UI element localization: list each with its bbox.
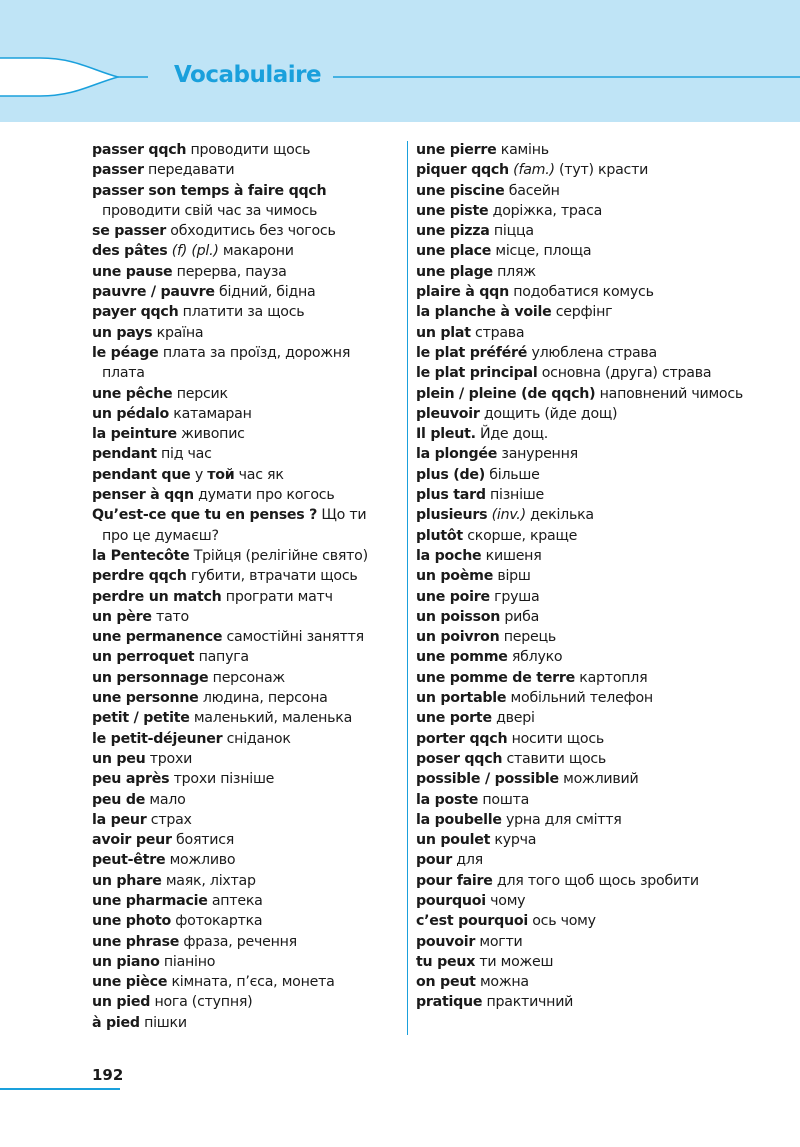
translation: занурення [497,446,578,463]
vocab-entry [416,546,800,566]
vocab-entry [416,241,800,261]
vocab-entry [92,992,392,1012]
translation: ти можеш [475,953,554,970]
vocab-entry [416,262,800,282]
translation: чому [485,892,526,909]
vocab-entry [416,830,800,850]
translation: декілька [525,507,594,524]
vocab-entry [416,871,800,891]
translation: подобатися комусь [508,284,654,301]
translation: під час [156,446,212,463]
vocab-entry [92,160,392,180]
translation: платити за щось [178,304,305,321]
headword-inline: той [207,466,235,483]
headword: une pharmacie [92,892,208,909]
translation: місце, площа [491,243,592,260]
headword: le plat principal [416,365,538,382]
headword: plaire à qqn [416,284,509,301]
translation: нога (ступня) [150,994,253,1011]
vocab-entry [416,992,800,1012]
headword: la poche [416,547,482,564]
headword: un plat [416,324,471,341]
headword: plutôt [416,527,463,544]
headword: on peut [416,974,476,991]
vocab-entry [416,607,800,627]
headword: une piste [416,202,489,219]
translation: улюблена страва [527,344,657,361]
vocab-entry [92,343,392,384]
translation: папуга [194,649,249,666]
headword: le plat préféré [416,344,528,361]
vocab-entry [416,932,800,952]
vocab-entry [416,465,800,485]
vocab-entry [92,790,392,810]
vocab-entry [92,221,392,241]
vocab-entry [416,384,800,404]
vocab-entry [416,424,800,444]
translation: мало [145,791,186,808]
translation: аптека [207,892,263,909]
vocab-entry [92,850,392,870]
headword: pratique [416,994,483,1011]
translation: Що ти про це думаєш? [102,507,367,544]
headword: c’est pourquoi [416,913,528,930]
translation: басейн [504,182,560,199]
vocab-entry [92,1013,392,1033]
vocab-entry [416,708,800,728]
vocab-entry [416,566,800,586]
vocab-entry [416,952,800,972]
headword: la peinture [92,426,177,443]
translation: страх [146,811,192,828]
vocab-entry [416,363,800,383]
vocab-entry [416,404,800,424]
translation: плата за проїзд, дорожня плата [102,344,351,382]
vocab-entry [92,424,392,444]
translation: маленький, маленька [189,710,353,727]
headword: un perroquet [92,649,195,666]
headword: une permanence [92,629,223,646]
vocab-entry [92,587,392,607]
headword: pour [416,852,452,869]
vocab-entry [416,140,800,160]
headword: la Pentecôte [92,547,190,564]
translation: картопля [575,669,648,686]
translation: проводити свій час за чимось [102,202,318,219]
translation: бідний, бідна [214,284,316,301]
vocab-entry [92,485,392,505]
translation: пляж [492,263,536,280]
headword: la poubelle [416,811,502,828]
headword: un piano [92,953,160,970]
vocab-entry [416,343,800,363]
page-number: 192 [92,1066,124,1084]
translation: передавати [143,162,235,179]
vocab-entry [92,607,392,627]
headword: passer son temps à faire qqch [92,182,327,199]
translation: можливо [165,852,236,869]
vocab-entry [92,972,392,992]
vocab-entry [416,850,800,870]
translation: у [190,466,208,483]
translation: персонаж [208,669,285,686]
translation: пізніше [485,487,544,504]
headword: pleuvoir [416,405,480,422]
vocab-entry [92,546,392,566]
vocab-entry [92,729,392,749]
translation: країна [152,324,204,341]
translation: макарони [218,243,294,260]
translation: груша [489,588,540,605]
vocab-entry [416,221,800,241]
translation: трохи пізніше [169,771,275,788]
translation: (тут) красти [554,162,649,179]
headword: plus tard [416,487,486,504]
translation: проводити щось [186,142,311,158]
translation: мобільний телефон [506,690,653,707]
headword: un peu [92,750,146,767]
vocab-entry [92,932,392,952]
translation: персик [172,385,228,402]
vocab-entry [416,526,800,546]
translation: пішки [139,1014,187,1031]
footer-rule [0,1088,120,1090]
headword: penser à qqn [92,487,194,504]
vocab-entry [416,160,800,180]
translation: боятися [171,832,235,849]
vocab-entry [92,769,392,789]
translation: перець [499,629,557,646]
left-vocabulary-column [92,140,392,1033]
translation: піаніно [159,953,216,970]
translation: для того щоб щось зробити [492,872,699,889]
translation: перерва, пауза [172,263,287,280]
vocab-entry [416,201,800,221]
headword: poser qqch [416,750,503,767]
vocab-entry [416,181,800,201]
translation: двері [491,710,535,727]
headword: pourquoi [416,892,486,909]
vocab-entry [92,830,392,850]
headword: un père [92,608,152,625]
headword: un personnage [92,669,209,686]
headword: un poisson [416,608,501,625]
headword: pendant que [92,466,191,483]
translation: практичний [482,994,574,1011]
headword: un poivron [416,629,500,646]
translation: яблуко [507,649,563,666]
vocab-entry [92,181,392,222]
translation: курча [490,832,537,849]
vocab-entry [92,465,392,485]
vocab-entry [92,404,392,424]
vocab-entry [92,708,392,728]
headword: la plongée [416,446,498,463]
headword: peut-être [92,852,166,869]
headword: une pizza [416,223,490,240]
translation: сніданок [222,730,291,747]
headword: la poste [416,791,479,808]
vocab-entry [416,282,800,302]
column-divider [407,141,408,1035]
translation: піцца [489,223,534,240]
headword: un pédalo [92,405,170,422]
headword: pour faire [416,872,493,889]
vocab-entry [92,871,392,891]
vocab-entry [416,729,800,749]
translation: страва [470,324,525,341]
headword: le petit-déjeuner [92,730,223,747]
header-swoosh-decoration [0,0,800,122]
translation: людина, персона [198,690,328,707]
headword: peu après [92,771,170,788]
translation: Йде дощ. [475,426,549,443]
translation: ставити щось [502,750,607,767]
translation: пошта [478,791,530,808]
translation: можна [475,974,529,991]
translation: трохи [145,750,193,767]
vocab-entry [92,810,392,830]
vocab-entry [92,444,392,464]
translation: основна (друга) страва [537,365,712,382]
vocab-entry [92,282,392,302]
translation: більше [485,466,540,483]
translation: тато [151,608,189,625]
translation-continued: час як [234,466,284,483]
headword: le péage [92,344,159,361]
headword: porter qqch [416,730,508,747]
headword: une plage [416,263,493,280]
grammar-note: (fam.) [508,162,555,179]
vocab-entry [92,668,392,688]
headword: perdre un match [92,588,222,605]
vocab-entry [416,891,800,911]
vocab-entry [92,647,392,667]
vocab-entry [92,241,392,261]
translation: самостійні заняття [222,629,364,646]
translation: урна для сміття [501,811,622,828]
translation: фраза, речення [179,933,297,950]
headword: se passer [92,223,166,240]
headword: la planche à voile [416,304,552,321]
headword: un poème [416,568,494,585]
vocab-entry [92,911,392,931]
translation: можливий [558,771,639,788]
vocab-entry [416,688,800,708]
vocab-entry [416,810,800,830]
headword: piquer qqch [416,162,509,179]
vocab-entry [92,688,392,708]
headword: une pomme [416,649,508,666]
vocab-entry [92,627,392,647]
translation: ось чому [527,913,596,930]
headword: des pâtes [92,243,168,260]
vocab-entry [92,140,392,160]
vocab-entry [416,911,800,931]
headword: pauvre / pauvre [92,284,215,301]
translation: серфінг [551,304,613,321]
headword: un portable [416,690,507,707]
translation: риба [500,608,540,625]
headword: passer qqch [92,142,187,158]
header-band [0,0,800,122]
vocab-entry [416,485,800,505]
headword: un poulet [416,832,491,849]
translation: катамаран [169,405,252,422]
headword: avoir peur [92,832,172,849]
vocab-entry [92,323,392,343]
translation: дощить (йде дощ) [479,405,618,422]
headword: pouvoir [416,933,476,950]
vocab-entry [92,505,392,546]
headword: la peur [92,811,147,828]
headword: petit / petite [92,710,190,727]
headword: un pays [92,324,153,341]
grammar-note: (inv.) [487,507,526,524]
headword: plusieurs [416,507,488,524]
headword: une poire [416,588,490,605]
vocab-entry [92,384,392,404]
vocab-entry [92,749,392,769]
headword: un phare [92,872,162,889]
vocab-entry [416,668,800,688]
translation: губити, втрачати щось [186,568,358,585]
headword: une phrase [92,933,180,950]
vocab-entry [416,587,800,607]
vocab-entry [416,972,800,992]
translation: могти [475,933,523,950]
vocab-entry [416,749,800,769]
vocab-entry [416,647,800,667]
vocab-entry [416,323,800,343]
headword: une pierre [416,142,497,158]
headword: une photo [92,913,172,930]
translation: кишеня [481,547,542,564]
translation: живопис [176,426,245,443]
headword: une pêche [92,385,173,402]
translation: скорше, краще [462,527,578,544]
translation: Трійця (релігійне свято) [189,547,368,564]
headword: à pied [92,1014,140,1031]
vocab-entry [416,505,800,525]
translation: камінь [496,142,549,158]
translation: кімната, п’єса, монета [167,974,335,991]
headword: une porte [416,710,492,727]
translation: думати про когось [193,487,335,504]
headword: Qu’est-ce que tu en penses ? [92,507,318,524]
translation: носити щось [507,730,604,747]
vocab-entry [92,566,392,586]
headword: possible / possible [416,771,559,788]
headword: peu de [92,791,146,808]
vocab-entry [92,952,392,972]
headword: tu peux [416,953,476,970]
headword: une piscine [416,182,505,199]
vocab-entry [416,627,800,647]
headword: un pied [92,994,151,1011]
headword: Il pleut. [416,426,476,443]
headword: plus (de) [416,466,485,483]
headword: passer [92,162,144,179]
translation: фотокартка [171,913,263,930]
translation: наповнений чимось [595,385,744,402]
translation: вірш [493,568,531,585]
right-vocabulary-column [416,140,800,1013]
headword: plein / pleine (de qqch) [416,385,596,402]
headword: pendant [92,446,157,463]
vocab-entry [416,790,800,810]
vocab-entry [416,302,800,322]
translation: програти матч [221,588,333,605]
grammar-note: (f) (pl.) [167,243,219,260]
vocab-entry [92,262,392,282]
translation: обходитись без чогось [166,223,336,240]
headword: une pièce [92,974,168,991]
headword: une place [416,243,492,260]
translation: маяк, ліхтар [161,872,256,889]
headword: perdre qqch [92,568,187,585]
headword: une personne [92,690,199,707]
headword: payer qqch [92,304,179,321]
headword: une pause [92,263,173,280]
translation: доріжка, траса [488,202,603,219]
headword: une pomme de terre [416,669,576,686]
vocab-entry [416,769,800,789]
vocab-entry [416,444,800,464]
vocab-entry [92,302,392,322]
section-title: Vocabulaire [174,62,322,88]
translation: для [452,852,483,869]
vocab-entry [92,891,392,911]
